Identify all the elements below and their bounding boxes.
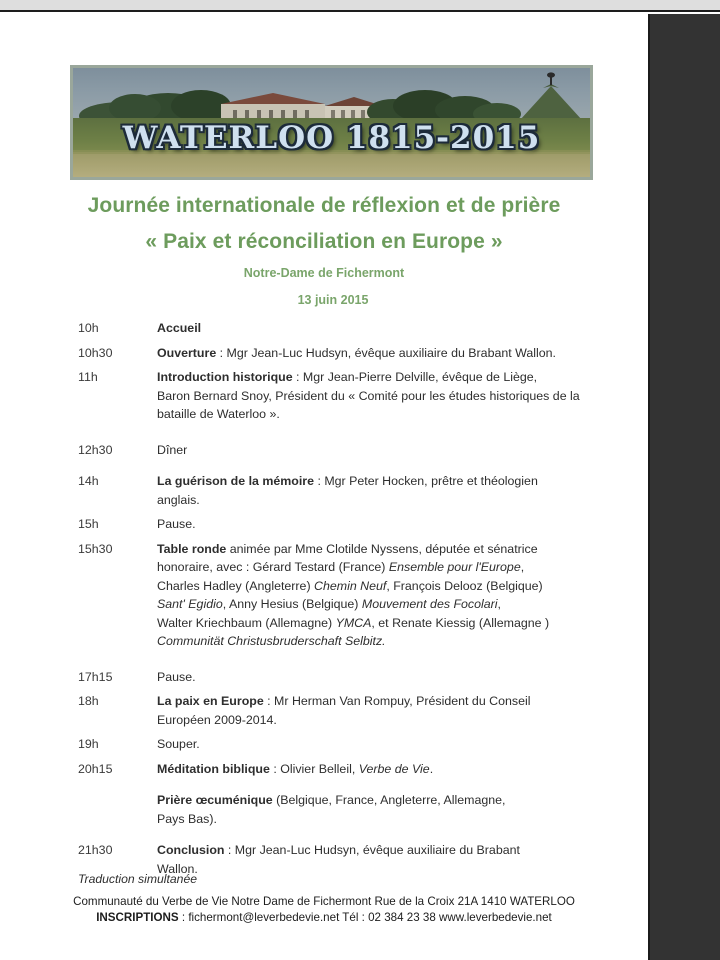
translation-note: Traduction simultanée <box>78 872 197 886</box>
schedule-row <box>0 319 648 338</box>
schedule-description <box>157 540 648 651</box>
banner-title-text: WATERLOO 1815-2015 <box>122 120 541 156</box>
schedule-description <box>157 791 648 828</box>
event-title-line-1: Journée internationale de réflexion et de prière <box>87 194 561 217</box>
schedule-list <box>0 319 648 884</box>
schedule-description-line: Pause. <box>157 669 196 684</box>
schedule-description <box>157 319 648 338</box>
schedule-description-line: Souper. <box>157 737 200 751</box>
schedule-time: 10h <box>78 321 99 335</box>
schedule-spacer <box>0 778 648 791</box>
schedule-description-line: Dîner <box>157 442 188 457</box>
schedule-description-line: Introduction historique : Mgr Jean-Pierre Delville, évêque de Liège, <box>157 370 538 384</box>
schedule-description <box>157 441 648 460</box>
schedule-description <box>157 735 648 754</box>
schedule-description-line: Pause. <box>157 517 196 531</box>
schedule-description-line: bataille de Waterloo ». <box>157 407 280 421</box>
schedule-spacer <box>0 828 648 841</box>
schedule-row <box>0 441 648 460</box>
schedule-spacer <box>0 651 648 668</box>
schedule-row <box>0 760 648 779</box>
schedule-time: 15h <box>78 517 99 531</box>
schedule-description <box>157 760 648 779</box>
schedule-time: 17h15 <box>78 669 113 684</box>
schedule-time: 19h <box>78 737 99 751</box>
waterloo-banner-image <box>70 65 593 180</box>
schedule-spacer <box>0 459 648 472</box>
schedule-description-line: Ouverture : Mgr Jean-Luc Hudsyn, évêque auxiliaire du Brabant Wallon. <box>157 345 556 360</box>
schedule-description <box>157 668 648 687</box>
document-page <box>0 14 648 960</box>
schedule-description <box>157 472 648 509</box>
schedule-time: 14h <box>78 474 99 488</box>
schedule-description <box>157 841 648 878</box>
schedule-description-line: Méditation biblique : Olivier Belleil, Verbe de Vie. <box>157 761 434 776</box>
contact-registration <box>0 911 648 924</box>
schedule-row <box>0 472 648 509</box>
schedule-description-line: La paix en Europe : Mr Herman Van Rompuy, Président du Conseil <box>157 694 531 708</box>
schedule-description-line: Table ronde animée par Mme Clotilde Nyssens, députée et sénatrice <box>157 541 538 556</box>
schedule-row <box>0 692 648 729</box>
contact-address: Communauté du Verbe de Vie Notre Dame de Fichermont Rue de la Croix 21A 1410 WATERLOO <box>73 895 575 908</box>
schedule-description <box>157 368 648 424</box>
schedule-row <box>0 791 648 828</box>
schedule-description <box>157 692 648 729</box>
schedule-description-line: Sant' Egidio, Anny Hesius (Belgique) Mouvement des Focolari, <box>157 597 501 611</box>
event-date: 13 juin 2015 <box>297 293 369 307</box>
schedule-row <box>0 344 648 363</box>
schedule-description-line: Baron Bernard Snoy, Président du « Comité pour les études historiques de la <box>157 388 580 403</box>
schedule-description-line: Communität Christusbruderschaft Selbitz. <box>157 634 386 648</box>
schedule-row <box>0 668 648 687</box>
event-location: Notre-Dame de Fichermont <box>243 266 405 280</box>
schedule-row <box>0 368 648 424</box>
schedule-description <box>157 344 648 363</box>
schedule-description-line: Européen 2009-2014. <box>157 712 277 727</box>
schedule-time: 21h30 <box>78 843 113 857</box>
viewer-right-panel <box>648 14 720 960</box>
schedule-time: 10h30 <box>78 345 113 360</box>
event-title-line-2: « Paix et réconciliation en Europe » <box>145 230 503 253</box>
schedule-description-line: Conclusion : Mgr Jean-Luc Hudsyn, évêque auxiliaire du Brabant <box>157 843 520 857</box>
schedule-description-line: Walter Kriechbaum (Allemagne) YMCA, et Renate Kiessig (Allemagne ) <box>157 615 550 630</box>
schedule-description-line: honoraire, avec : Gérard Testard (France) Ensemble pour l'Europe, <box>157 560 525 574</box>
schedule-row <box>0 515 648 534</box>
inscriptions-details: : fichermont@leverbedevie.net Tél : 02 384 23 38 www.leverbedevie.net <box>178 911 552 924</box>
schedule-time: 11h <box>78 370 98 384</box>
schedule-description-line: anglais. <box>157 492 200 507</box>
schedule-time: 20h15 <box>78 761 113 776</box>
schedule-time: 12h30 <box>78 442 113 457</box>
schedule-spacer <box>0 424 648 441</box>
schedule-description-line: Wallon. <box>157 861 198 876</box>
schedule-description <box>157 515 648 534</box>
schedule-description-line: Accueil <box>157 321 202 335</box>
schedule-row <box>0 540 648 651</box>
viewer-top-bar <box>0 0 720 12</box>
schedule-time: 18h <box>78 694 99 708</box>
inscriptions-label: INSCRIPTIONS <box>96 911 179 924</box>
schedule-description-line: La guérison de la mémoire : Mgr Peter Hocken, prêtre et théologien <box>157 474 538 488</box>
schedule-description-line: Pays Bas). <box>157 811 217 826</box>
schedule-row <box>0 735 648 754</box>
schedule-description-line: Charles Hadley (Angleterre) Chemin Neuf, François Delooz (Belgique) <box>157 578 543 593</box>
schedule-description-line: Prière œcuménique (Belgique, France, Angleterre, Allemagne, <box>157 793 506 807</box>
schedule-time: 15h30 <box>78 541 113 556</box>
